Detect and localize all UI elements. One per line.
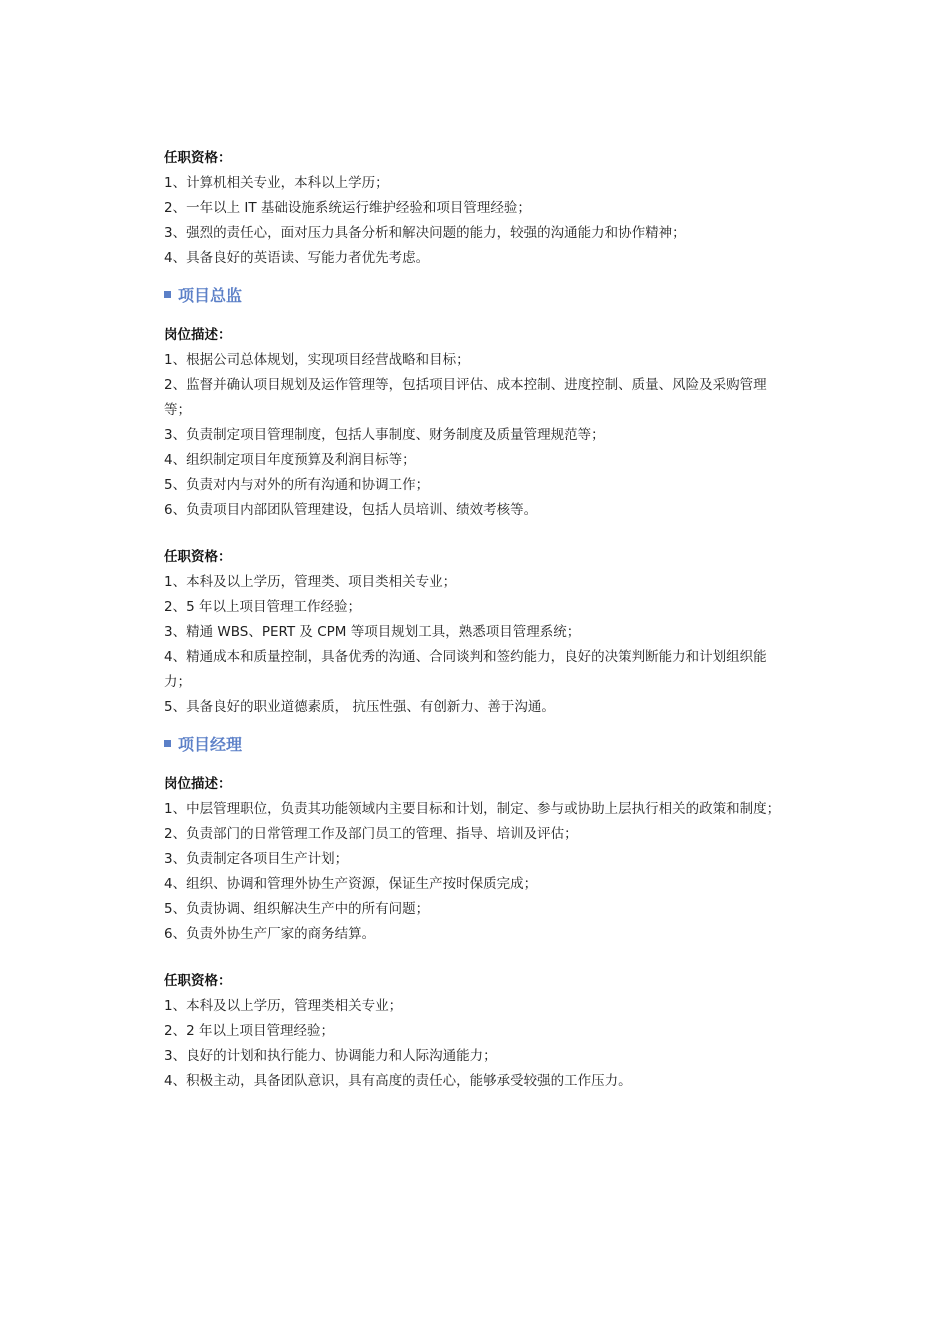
description-list	[164, 797, 784, 947]
list-item: 4、组织、协调和管理外协生产资源，保证生产按时保质完成；	[164, 876, 538, 892]
description-list	[164, 348, 784, 523]
list-item: 1、本科及以上学历，管理类相关专业；	[164, 998, 403, 1014]
list-item: 2、2 年以上项目管理经验；	[164, 1023, 334, 1039]
list-item: 6、负责项目内部团队管理建设，包括人员培训、绩效考核等。	[164, 502, 538, 518]
list-item: 3、精通 WBS、PERT 及 CPM 等项目规划工具，熟悉项目管理系统；	[164, 624, 581, 640]
square-bullet-icon	[164, 291, 171, 298]
list-item: 4、组织制定项目年度预算及利润目标等；	[164, 452, 416, 468]
list-item: 2、一年以上 IT 基础设施系统运行维护经验和项目管理经验；	[164, 200, 531, 216]
list-item: 3、负责制定各项目生产计划；	[164, 851, 349, 867]
list-item: 5、负责协调、组织解决生产中的所有问题；	[164, 901, 430, 917]
list-item: 6、负责外协生产厂家的商务结算。	[164, 926, 376, 942]
qualification-label: 任职资格：	[164, 973, 232, 989]
spacer	[164, 947, 784, 969]
document-page	[164, 146, 784, 1094]
list-item: 2、负责部门的日常管理工作及部门员工的管理、指导、培训及评估；	[164, 826, 578, 842]
qualification-label: 任职资格：	[164, 150, 232, 166]
list-item: 3、负责制定项目管理制度，包括人事制度、财务制度及质量管理规范等；	[164, 427, 605, 443]
list-item: 4、精通成本和质量控制，具备优秀的沟通、合同谈判和签约能力，良好的决策判断能力和计划组织能力；	[164, 649, 767, 690]
list-item: 5、具备良好的职业道德素质， 抗压性强、有创新力、善于沟通。	[164, 699, 555, 715]
list-item: 2、5 年以上项目管理工作经验；	[164, 599, 361, 615]
list-item: 4、具备良好的英语读、写能力者优先考虑。	[164, 250, 430, 266]
section-title-project-director	[164, 279, 784, 309]
square-bullet-icon	[164, 740, 171, 747]
description-label: 岗位描述：	[164, 327, 232, 343]
description-label: 岗位描述：	[164, 776, 232, 792]
list-item: 1、本科及以上学历，管理类、项目类相关专业；	[164, 574, 457, 590]
list-item: 1、计算机相关专业，本科以上学历；	[164, 175, 389, 191]
list-item: 3、良好的计划和执行能力、协调能力和人际沟通能力；	[164, 1048, 497, 1064]
qualification-label: 任职资格：	[164, 549, 232, 565]
list-item: 3、强烈的责任心，面对压力具备分析和解决问题的能力，较强的沟通能力和协作精神；	[164, 225, 686, 241]
section-title-text: 项目经理	[178, 734, 243, 754]
qualification-list	[164, 171, 784, 271]
list-item: 2、监督并确认项目规划及运作管理等，包括项目评估、成本控制、进度控制、质量、风险及采购管理等；	[164, 377, 767, 418]
list-item: 1、中层管理职位，负责其功能领域内主要目标和计划，制定、参与或协助上层执行相关的政策和制度；	[164, 801, 781, 817]
spacer	[164, 523, 784, 545]
list-item: 4、积极主动，具备团队意识，具有高度的责任心，能够承受较强的工作压力。	[164, 1073, 632, 1089]
list-item: 1、根据公司总体规划，实现项目经营战略和目标；	[164, 352, 470, 368]
qualification-list	[164, 570, 784, 720]
qualification-list	[164, 994, 784, 1094]
section-title-project-manager	[164, 728, 784, 758]
section-title-text: 项目总监	[178, 285, 243, 305]
list-item: 5、负责对内与对外的所有沟通和协调工作；	[164, 477, 430, 493]
